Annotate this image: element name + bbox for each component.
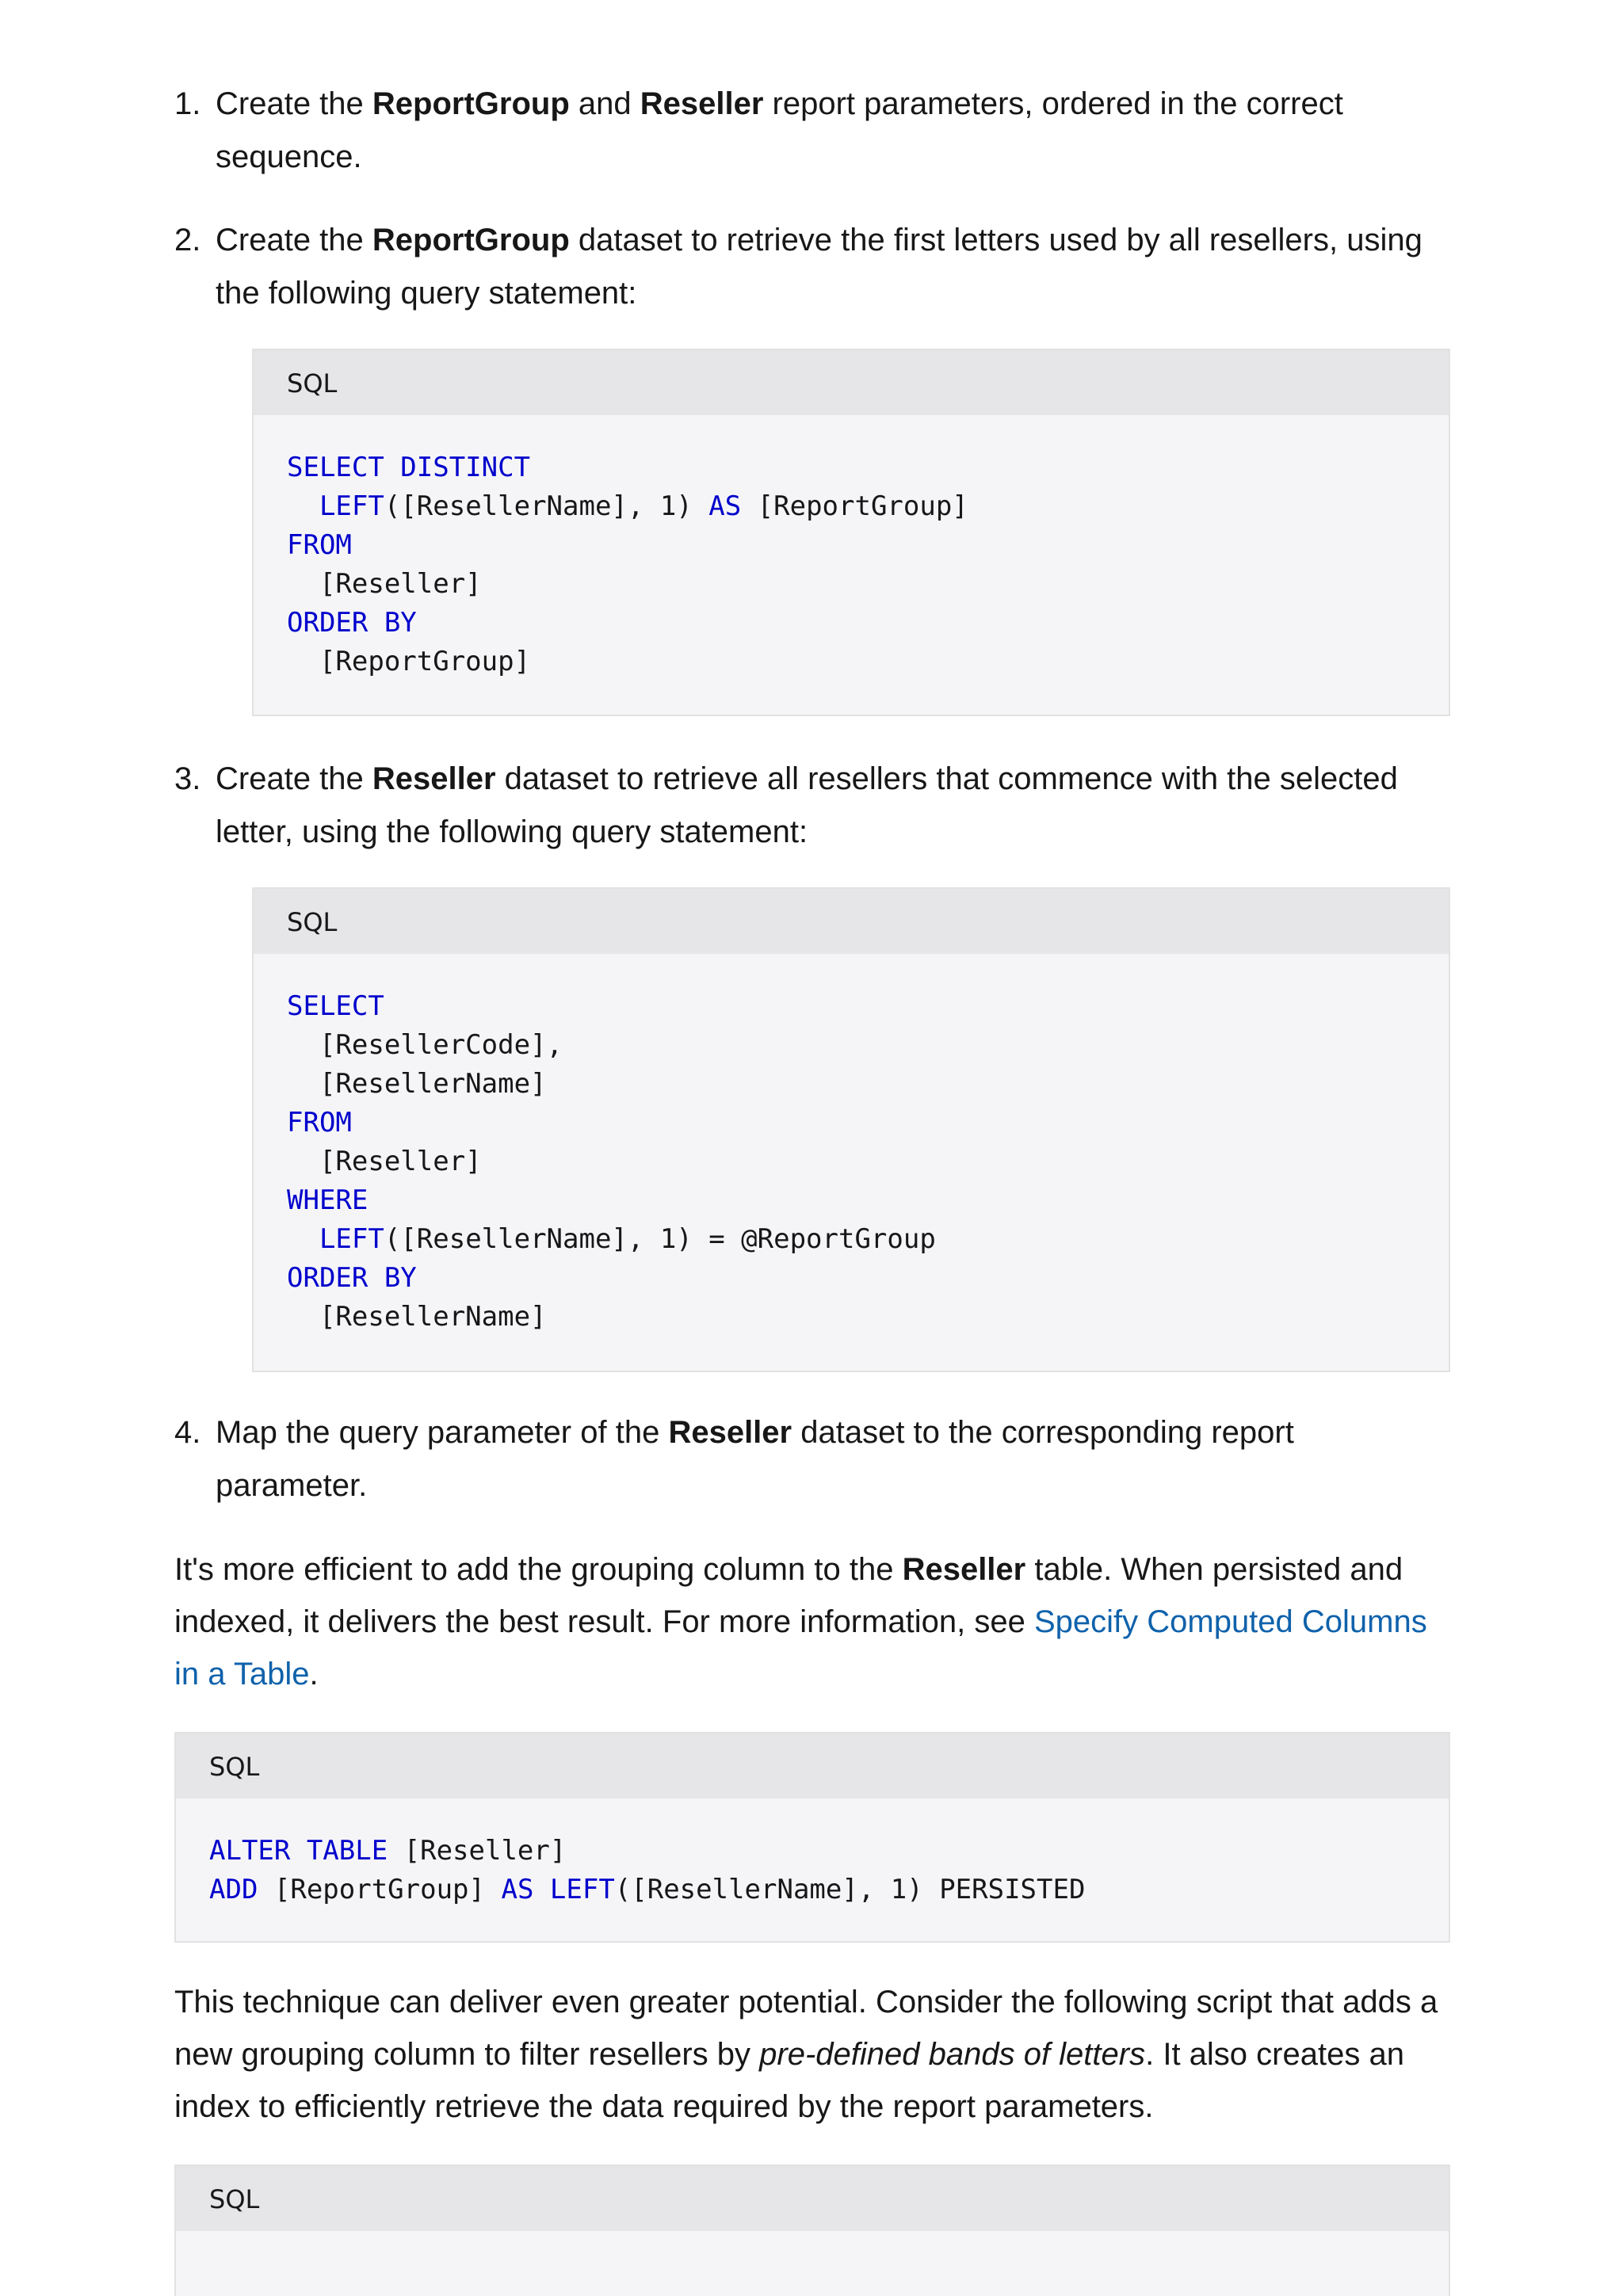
code-line xyxy=(287,604,968,643)
step-4 xyxy=(174,1406,1452,1512)
sql-keyword: SELECT xyxy=(287,990,384,1022)
code-header xyxy=(254,889,1449,954)
sql-keyword: ORDER BY xyxy=(287,1262,417,1294)
code-token: ([ResellerName], 1) xyxy=(384,490,709,522)
step-number: 3. xyxy=(174,761,201,796)
code-header xyxy=(176,2166,1449,2231)
code-token: [ResellerCode], xyxy=(287,1029,563,1061)
code-header xyxy=(176,1733,1449,1798)
code-line xyxy=(287,526,968,565)
code-line xyxy=(287,1259,936,1298)
code-token: [ReportGroup] xyxy=(258,1874,502,1905)
code-line xyxy=(287,487,968,526)
code-token: ([ResellerName], 1) = @ReportGroup xyxy=(384,1223,936,1255)
code-content xyxy=(287,987,936,1337)
code-block xyxy=(174,2164,1450,2296)
code-token: [ReportGroup] xyxy=(741,490,968,522)
sql-keyword: WHERE xyxy=(287,1184,369,1216)
sql-keyword: ADD xyxy=(209,1874,258,1905)
code-header xyxy=(254,350,1449,415)
sql-keyword: LEFT xyxy=(549,1874,615,1905)
code-language-label: SQL xyxy=(209,2184,260,2214)
step-number: 2. xyxy=(174,223,201,257)
code-token: ([ResellerName], 1) PERSISTED xyxy=(614,1874,1086,1905)
code-line xyxy=(287,565,968,604)
sql-keyword: FROM xyxy=(287,1107,352,1138)
paragraph: This technique can deliver even greater potential. Consider the following script that adds a new grouping column to filter resellers by pre-defined bands of letters. It also creates an index to efficiently retrieve the data required by the report parameters. xyxy=(174,1985,1438,2124)
term-reportgroup: ReportGroup xyxy=(372,223,570,257)
term-reseller: Reseller xyxy=(902,1552,1026,1587)
code-line xyxy=(287,643,968,681)
code-token: [ResellerName] xyxy=(287,1068,547,1100)
code-line xyxy=(287,1220,936,1259)
code-line xyxy=(209,1832,1085,1871)
sql-keyword: LEFT xyxy=(319,490,384,522)
term-reseller: Reseller xyxy=(640,86,764,121)
code-token: [Reseller] xyxy=(287,1146,482,1177)
code-token xyxy=(533,1874,549,1905)
code-language-label: SQL xyxy=(287,907,338,937)
code-block xyxy=(252,887,1450,1372)
step-text: Create the ReportGroup and Reseller report parameters, ordered in the correct sequence. xyxy=(216,86,1343,174)
code-line xyxy=(287,1104,936,1142)
sql-keyword: ORDER BY xyxy=(287,607,417,639)
step-number: 4. xyxy=(174,1415,201,1450)
code-block xyxy=(252,349,1450,716)
code-language-label: SQL xyxy=(209,1752,260,1782)
step-3 xyxy=(174,753,1452,859)
code-token: [ResellerName] xyxy=(287,1301,547,1333)
step-2 xyxy=(174,214,1452,320)
code-token xyxy=(287,490,319,522)
sql-keyword: ALTER TABLE xyxy=(209,1835,388,1867)
code-token: [Reseller] xyxy=(388,1835,567,1867)
code-line xyxy=(287,1181,936,1220)
step-text: Map the query parameter of the Reseller dataset to the corresponding report parameter. xyxy=(216,1415,1294,1503)
step-number: 1. xyxy=(174,86,201,121)
sql-keyword: FROM xyxy=(287,529,352,561)
code-language-label: SQL xyxy=(287,368,338,399)
code-token: [Reseller] xyxy=(287,568,482,600)
emphasis: pre-defined bands of letters xyxy=(759,2037,1146,2072)
sql-keyword: AS xyxy=(501,1874,534,1905)
code-content xyxy=(209,1832,1085,1909)
code-line xyxy=(287,1065,936,1104)
code-line xyxy=(287,1026,936,1065)
code-content xyxy=(287,448,968,681)
code-token xyxy=(287,1223,319,1255)
code-line xyxy=(287,987,936,1026)
step-text: Create the ReportGroup dataset to retrieve the first letters used by all resellers, using the following query statement: xyxy=(216,223,1423,311)
sql-keyword: AS xyxy=(708,490,742,522)
sql-keyword: SELECT DISTINCT xyxy=(287,452,531,483)
step-text: Create the Reseller dataset to retrieve all resellers that commence with the selected letter, using the following query statement: xyxy=(216,761,1398,849)
specify-computed-columns-link[interactable]: Specify Computed Columns in a Table xyxy=(174,1604,1427,1691)
code-line xyxy=(287,1298,936,1337)
step-1 xyxy=(174,78,1452,184)
code-line xyxy=(287,1142,936,1181)
paragraph: It's more efficient to add the grouping column to the Reseller table. When persisted and indexed, it delivers the best result. For more information, see Specify Computed Columns in a Table. xyxy=(174,1552,1427,1691)
term-reseller: Reseller xyxy=(372,761,496,796)
sql-keyword: LEFT xyxy=(319,1223,384,1255)
code-line xyxy=(287,448,968,487)
code-token: [ReportGroup] xyxy=(287,646,531,677)
term-reseller: Reseller xyxy=(668,1415,792,1450)
term-reportgroup: ReportGroup xyxy=(372,86,570,121)
code-block xyxy=(174,1732,1450,1943)
code-line xyxy=(209,1871,1085,1909)
